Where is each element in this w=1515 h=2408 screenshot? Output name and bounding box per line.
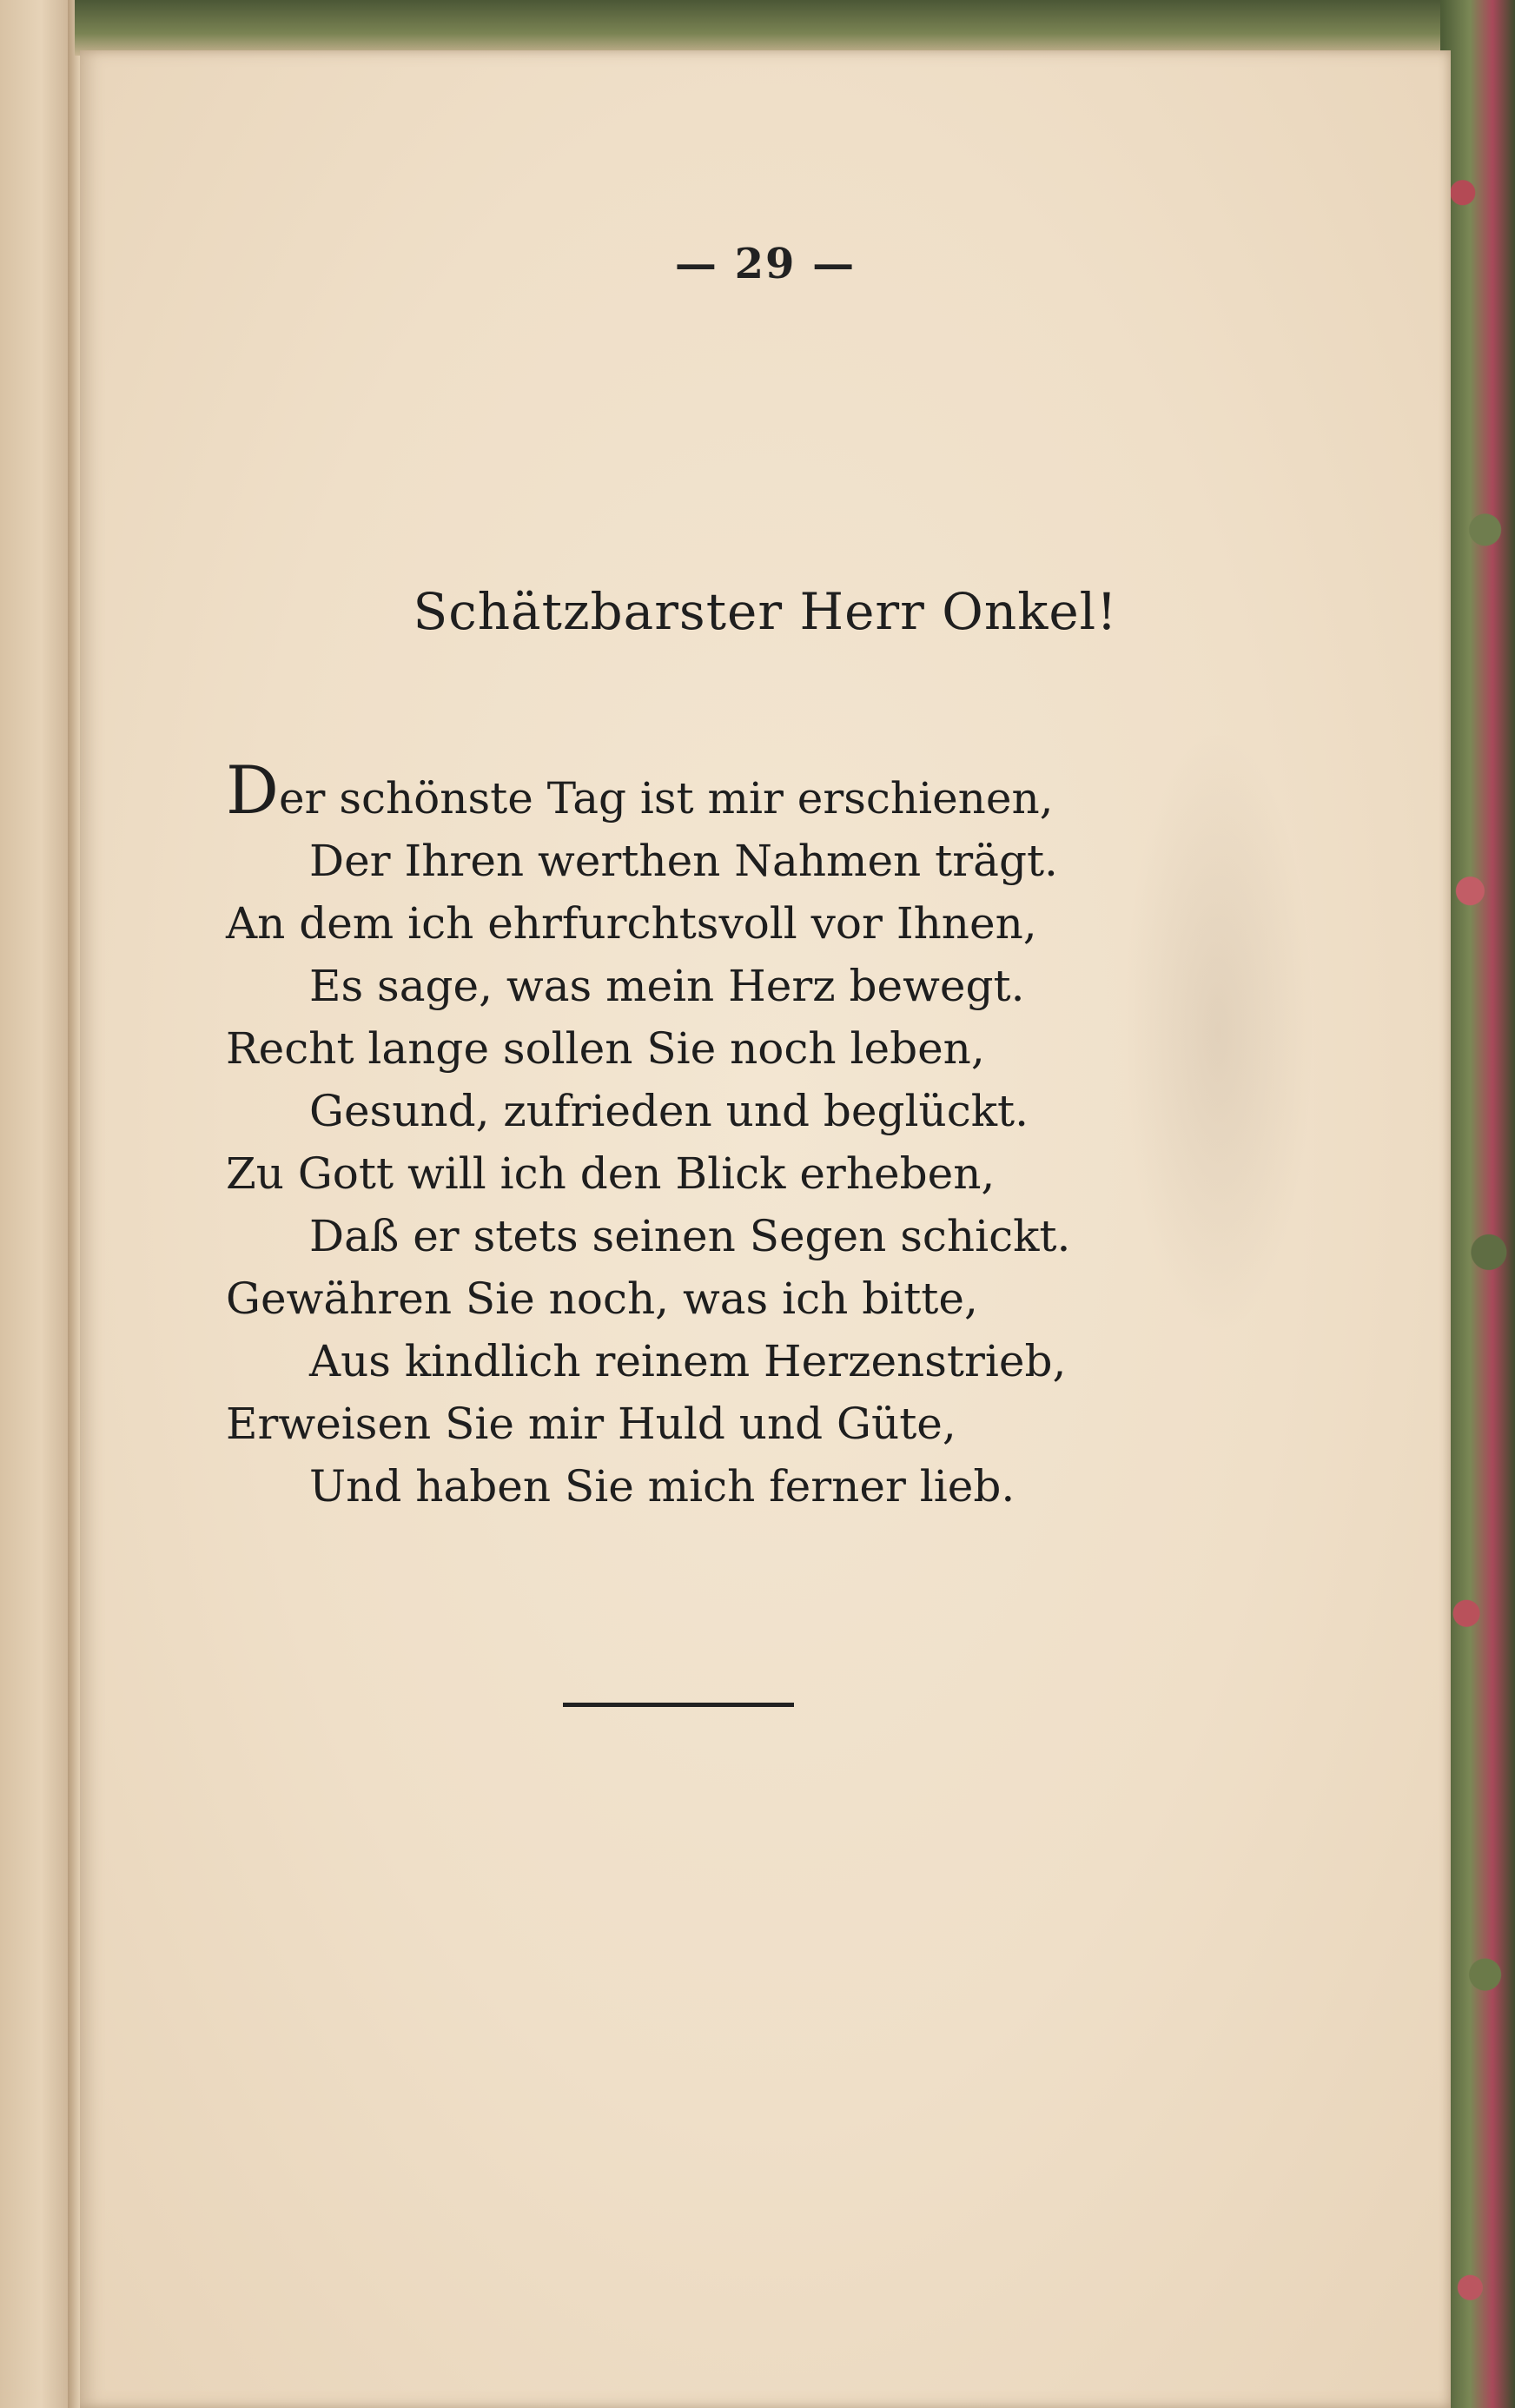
page-number-value: 29 (734, 240, 797, 288)
poem-line-5: Recht lange sollen Sie noch leben, (226, 1023, 985, 1074)
poem-line-10: Aus kindlich reinem Herzenstrieb, (309, 1336, 1067, 1386)
poem-line-7: Zu Gott will ich den Blick erheben, (226, 1148, 996, 1199)
poem-line-3: An dem ich ehrfurchtsvoll vor Ihnen, (226, 898, 1037, 949)
poem-line-1 (226, 751, 1251, 830)
poem-body (226, 751, 1251, 1518)
poem-line-11: Erweisen Sie mir Huld und Güte, (226, 1399, 956, 1449)
poem-line-6: Gesund, zufrieden und beglückt. (309, 1086, 1029, 1136)
poem-line-9: Gewähren Sie noch, was ich bitte, (226, 1273, 978, 1324)
poem-line-2: Der Ihren werthen Nahmen trägt. (309, 836, 1058, 886)
marbled-cover-edge (1440, 0, 1515, 2408)
page-number-suffix: — (812, 240, 857, 288)
book-page (80, 50, 1451, 2408)
section-divider-rule (563, 1703, 794, 1707)
poem-line-12: Und haben Sie mich ferner lieb. (309, 1461, 1016, 1512)
poem-line-4: Es sage, was mein Herz bewegt. (309, 961, 1025, 1011)
poem-heading: Schätzbarster Herr Onkel! (413, 582, 1118, 641)
book-cover-top-edge (75, 0, 1465, 56)
poem-line-8: Daß er stets seinen Segen schickt. (309, 1211, 1071, 1261)
poem-line-1-text: er schönste Tag ist mir erschienen, (278, 773, 1054, 824)
page-number (80, 240, 1451, 288)
poem-initial-letter: D (226, 751, 279, 829)
page-number-prefix: — (674, 240, 718, 288)
facing-page-edge (0, 0, 75, 2408)
book-gutter (68, 0, 80, 2408)
